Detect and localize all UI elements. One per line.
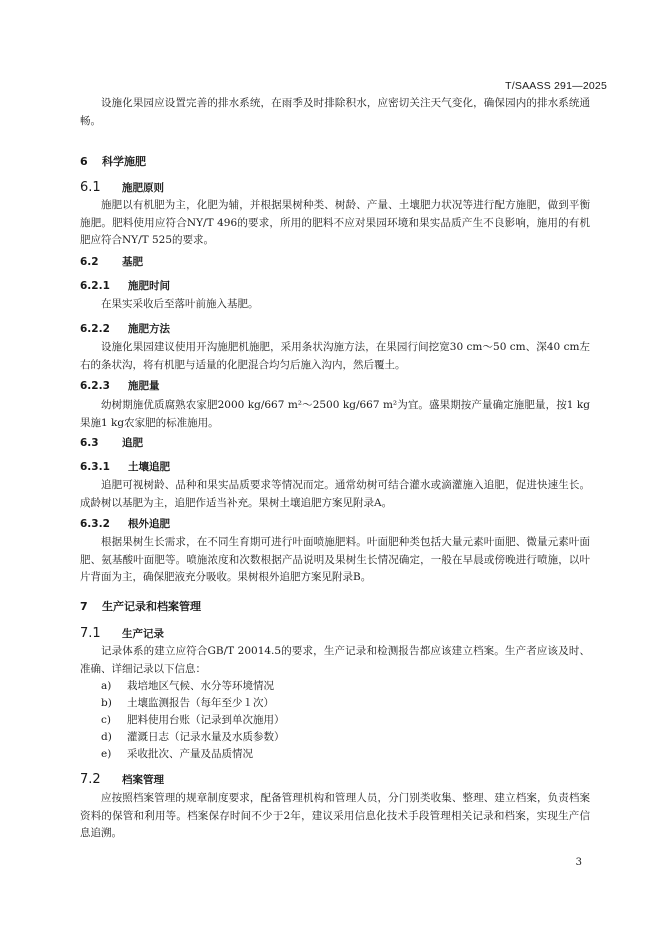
section-number: 6.2.1 <box>80 280 110 292</box>
section-7-2-heading <box>80 772 164 787</box>
section-number: 6.2 <box>80 256 99 268</box>
list-text: 肥料使用台账（记录到单次施用） <box>127 714 285 726</box>
section-6-1-heading <box>80 180 164 195</box>
list-label: c) <box>101 714 111 726</box>
section-6-3-2-heading <box>80 516 170 531</box>
section-number: 6.2.2 <box>80 323 110 335</box>
list-item <box>101 729 285 744</box>
section-7-1-heading <box>80 626 164 641</box>
section-title: 施肥方法 <box>128 323 170 335</box>
list-text: 灌溉日志（记录水量及水质参数） <box>127 731 285 743</box>
section-6-2-3-heading <box>80 378 160 393</box>
section-7-2-paragraph: 应按照档案管理的规章制度要求，配备管理机构和管理人员，分门别类收集、整理、建立档案，负责档案资料的保管和利用等。档案保存时间不少于2年，建议采用信息化技术手段管理相关记录和档案，实现生产信息追溯。 <box>80 792 590 839</box>
section-number: 6 <box>80 155 88 168</box>
section-title: 生产记录 <box>122 628 164 640</box>
section-7-1-paragraph: 记录体系的建立应符合GB/T 20014.5的要求，生产记录和检测报告都应该建立档案。生产者应该及时、准确、详细记录以下信息： <box>80 645 590 675</box>
section-title: 施肥量 <box>128 380 160 392</box>
section-title: 基肥 <box>122 256 143 268</box>
section-title: 根外追肥 <box>128 518 170 530</box>
section-6-2-2-heading <box>80 321 170 336</box>
section-6-2-2-paragraph: 设施化果园建议使用开沟施肥机施肥，采用条状沟施方法，在果园行间挖宽30 cm～50 cm、深40 cm左右的条状沟，将有机肥与适量的化肥混合均匀后施入沟内，然后覆土。 <box>80 341 590 371</box>
section-title: 档案管理 <box>122 774 164 786</box>
section-number: 7.1 <box>80 626 101 641</box>
list-label: e) <box>101 748 112 760</box>
section-6-1-paragraph: 施肥以有机肥为主，化肥为辅，并根据果树种类、树龄、产量、土壤肥力状况等进行配方施肥，做到平衡施肥。肥料使用应符合NY/T 496的要求，所用的肥料不应对果园环境和果实品质产生不良影响，施用的有机肥应符合NY/T 525的要求。 <box>80 199 590 246</box>
list-text: 采收批次、产量及品质情况 <box>127 748 253 760</box>
section-6-2-1-heading <box>80 278 170 293</box>
section-6-2-heading <box>80 254 143 269</box>
section-number: 6.2.3 <box>80 380 110 392</box>
section-6-2-3-paragraph: 幼树期施优质腐熟农家肥2000 kg/667 m²～2500 kg/667 m²为宜。盛果期按产量确定施肥量，按1 kg果施1 kg农家肥的标准施用。 <box>80 399 590 429</box>
section-6-3-heading <box>80 435 143 450</box>
list-text: 栽培地区气候、水分等环境情况 <box>127 680 274 692</box>
list-label: a) <box>101 680 112 692</box>
section-number: 7 <box>80 600 88 613</box>
section-title: 生产记录和档案管理 <box>102 600 201 613</box>
list-item <box>101 678 274 693</box>
section-title: 施肥时间 <box>128 280 170 292</box>
section-number: 6.1 <box>80 180 101 195</box>
list-text: 土壤监测报告（每年至少１次） <box>127 697 274 709</box>
section-number: 7.2 <box>80 772 101 787</box>
section-title: 科学施肥 <box>102 155 146 168</box>
document-id: T/SAASS 291—2025 <box>505 80 607 92</box>
section-number: 6.3 <box>80 437 99 449</box>
list-label: d) <box>101 731 112 743</box>
list-label: b) <box>101 697 112 709</box>
section-number: 6.3.1 <box>80 461 110 473</box>
section-6-2-1-paragraph: 在果实采收后至落叶前施入基肥。 <box>101 298 259 310</box>
section-title: 施肥原则 <box>122 182 164 194</box>
page-number: 3 <box>575 857 582 868</box>
intro-paragraph: 设施化果园应设置完善的排水系统，在雨季及时排除积水，应密切关注天气变化，确保园内的排水系统通畅。 <box>80 97 590 127</box>
list-item <box>101 712 285 727</box>
section-title: 追肥 <box>122 437 143 449</box>
section-6-3-1-paragraph: 追肥可视树龄、品种和果实品质要求等情况而定。通常幼树可结合灌水或滴灌施入追肥，促进快速生长。成龄树以基肥为主，追肥作适当补充。果树土壤追肥方案见附录A。 <box>80 479 590 509</box>
section-6-3-2-paragraph: 根据果树生长需求，在不同生育期可进行叶面喷施肥料。叶面肥种类包括大量元素叶面肥、微量元素叶面肥、氨基酸叶面肥等。喷施浓度和次数根据产品说明及果树生长情况确定，一般在早晨或傍晚进行喷施，以叶片背面为主，确保肥液充分吸收。果树根外追肥方案见附录B。 <box>80 536 590 583</box>
section-7-heading <box>80 598 201 614</box>
section-number: 6.3.2 <box>80 518 110 530</box>
section-title: 土壤追肥 <box>128 461 170 473</box>
list-item <box>101 746 253 761</box>
section-6-3-1-heading <box>80 459 170 474</box>
list-item <box>101 695 274 710</box>
section-6-heading <box>80 153 146 169</box>
